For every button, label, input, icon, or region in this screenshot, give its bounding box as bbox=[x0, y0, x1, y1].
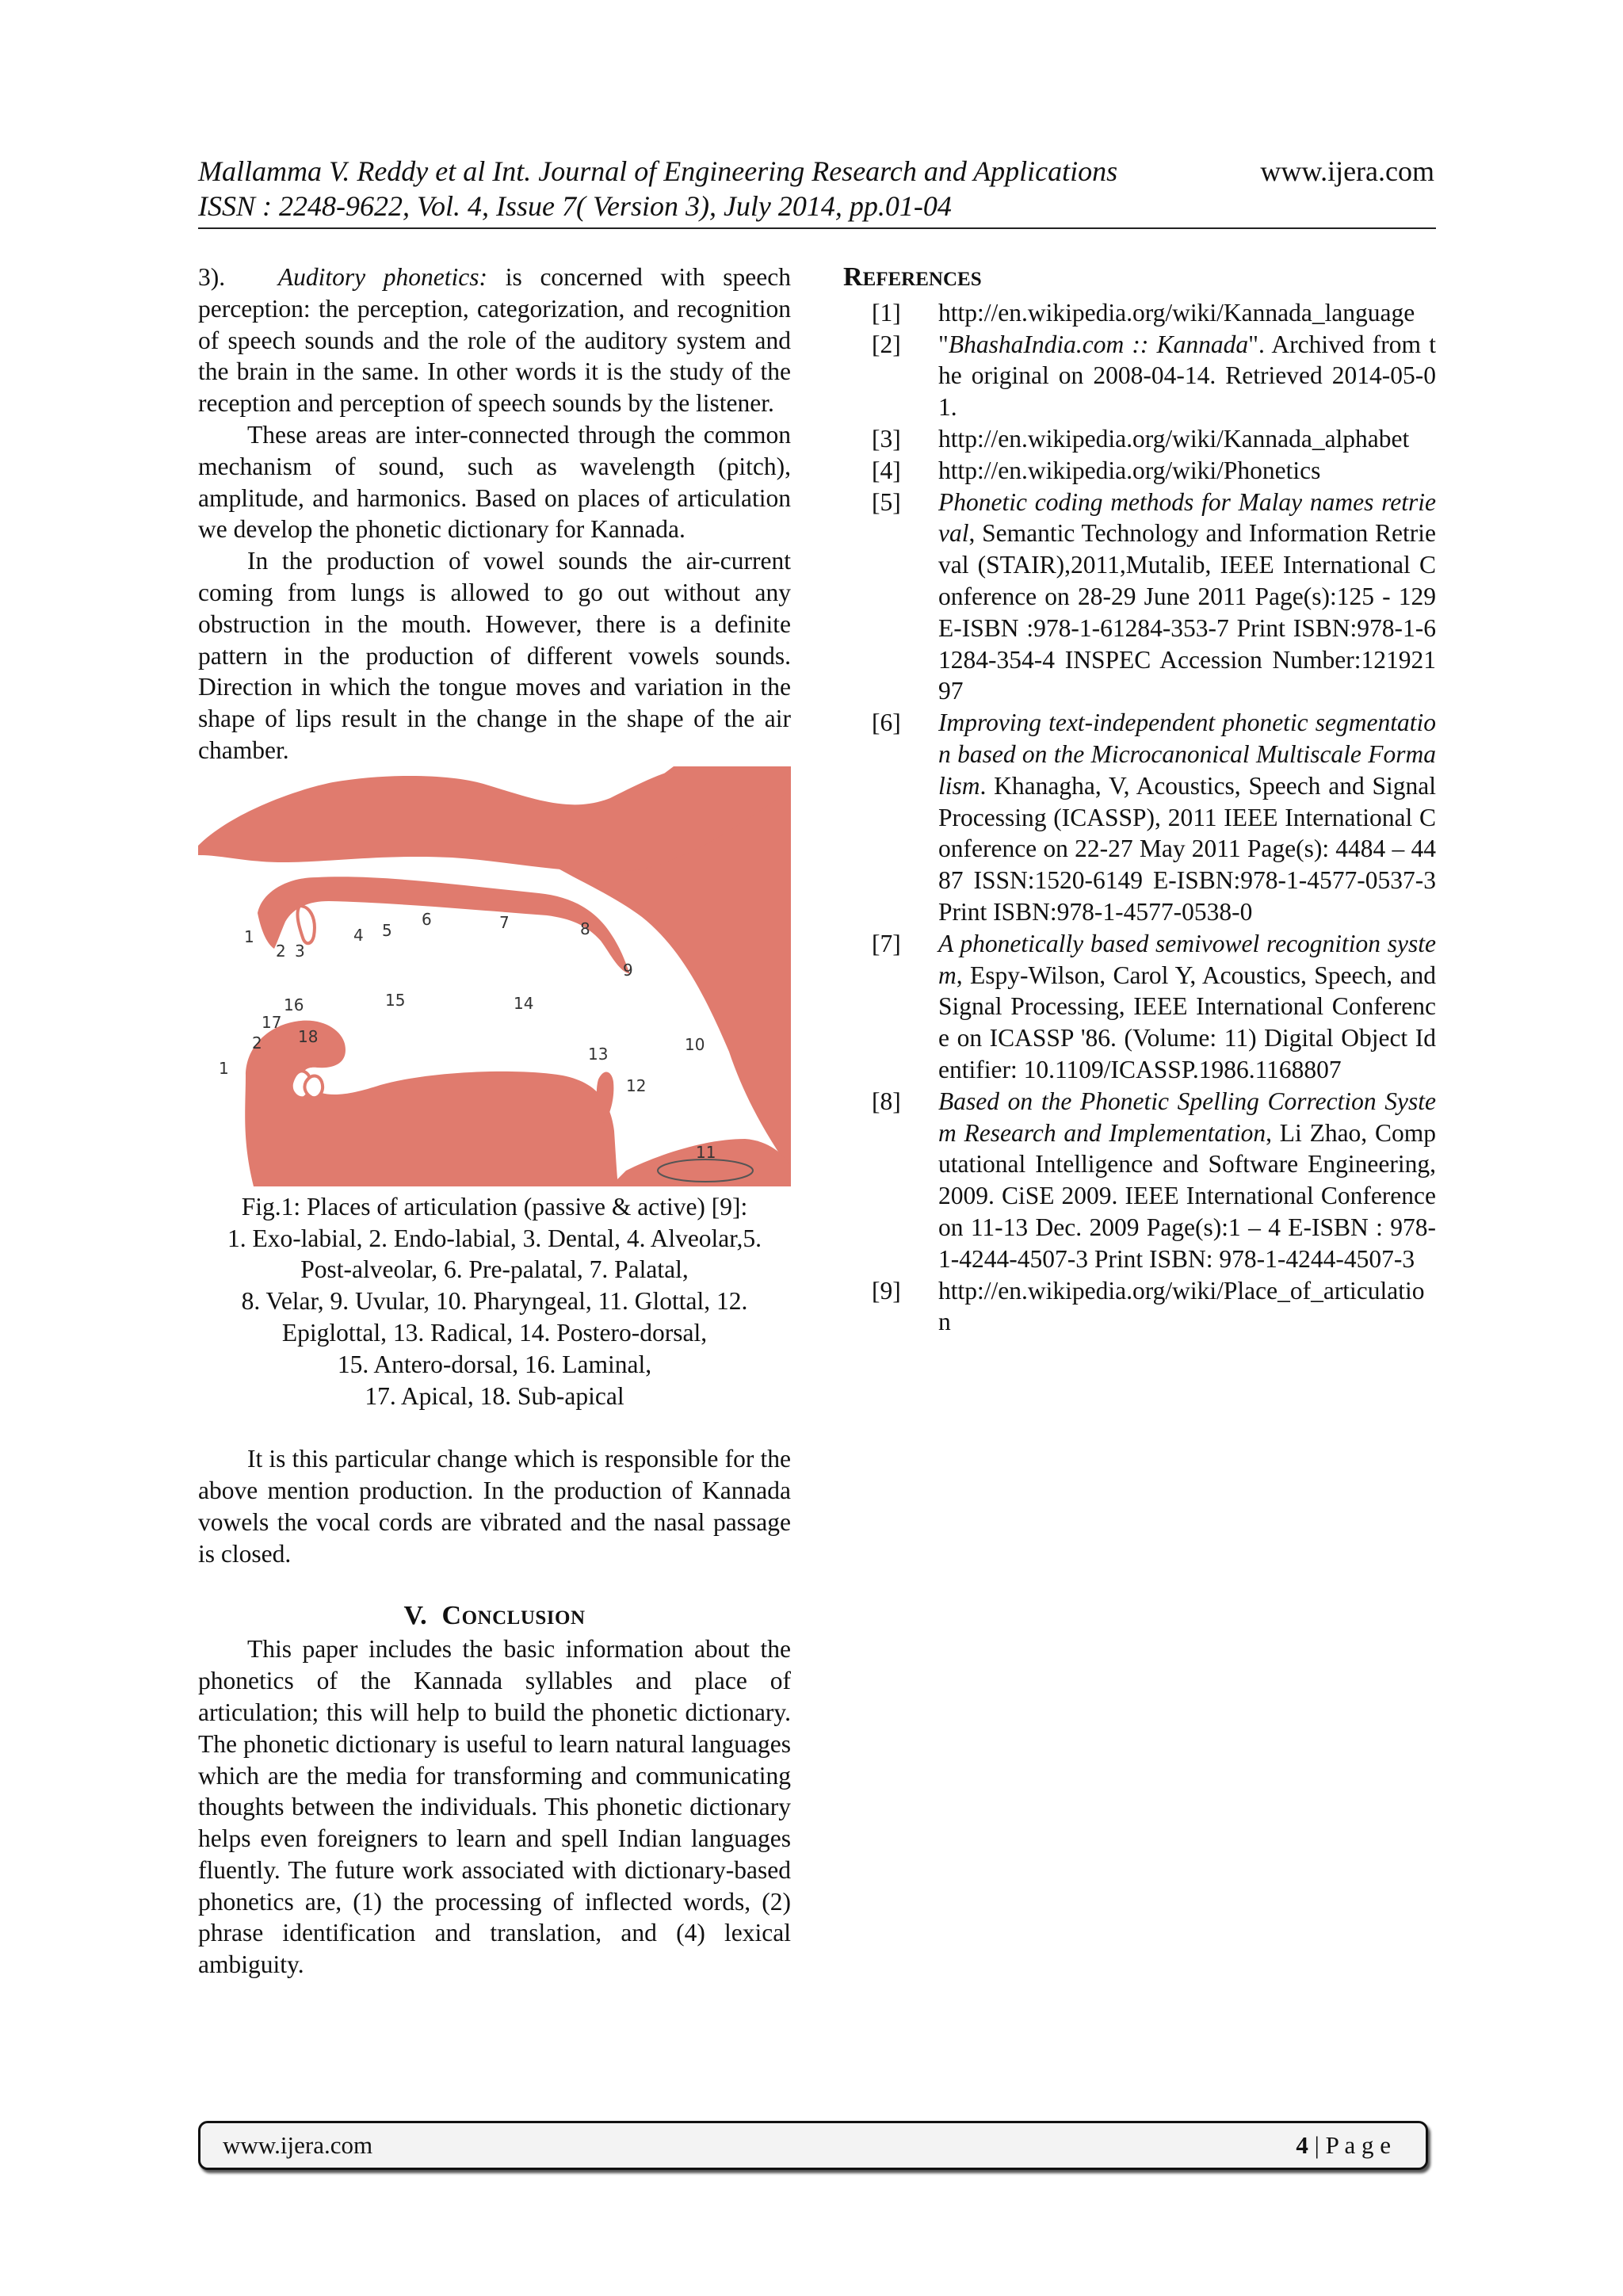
reference-text: Improving text-independent phonetic segmentation based on the Microcanonical Multiscale Formalism. Khanagha, V, Acoustics, Speech and Signal Processing (ICASSP), 2011 IEEE International Conference on 22-27 May 2011 Page(s): 4484 – 4487 ISSN:1520-6149 E-ISBN:978-1-4577-0537-3 Print ISBN:978-1-4577-0538-0 bbox=[938, 709, 1436, 926]
reference-number: [2] bbox=[872, 330, 901, 358]
reference-number: [8] bbox=[872, 1087, 901, 1115]
label-2-top: 2 bbox=[276, 941, 286, 961]
left-column bbox=[198, 262, 791, 1981]
reference-title: Based on the Phonetic Spelling Correction System Research and Implementation bbox=[938, 1087, 1436, 1147]
reference-text: http://en.wikipedia.org/wiki/Kannada_language bbox=[938, 298, 1415, 327]
issue-info: ISSN : 2248-9622, Vol. 4, Issue 7( Version 3), July 2014, pp.01-04 bbox=[198, 190, 952, 222]
paragraph-vowel-production: In the production of vowel sounds the air-current coming from lungs is allowed to go out without any obstruction in the mouth. However, there is a definite pattern in the production of different vowels sounds. Direction in which the tongue moves and variation in the shape of lips result in the change in the shape of the air chamber. bbox=[198, 547, 791, 764]
reference-number: [5] bbox=[872, 487, 901, 516]
label-17: 17 bbox=[262, 1012, 282, 1032]
caption-line-4: 8. Velar, 9. Uvular, 10. Pharyngeal, 11. Glottal, 12. bbox=[241, 1287, 748, 1316]
label-12: 12 bbox=[626, 1075, 647, 1095]
reference-number: [6] bbox=[872, 709, 901, 737]
reference-number: [1] bbox=[872, 298, 901, 327]
reference-item bbox=[843, 297, 1436, 329]
caption-line-2: 1. Exo-labial, 2. Endo-labial, 3. Dental, 4. Alveolar,5. bbox=[227, 1224, 762, 1252]
paragraph-interconnected: These areas are inter-connected through the common mechanism of sound, such as wavelength (pitch), amplitude, and harmonics. Based on places of articulation we develop the phonetic dictionary for Kannada. bbox=[198, 420, 791, 544]
reference-number: [7] bbox=[872, 929, 901, 957]
journal-title: Mallamma V. Reddy et al Int. Journal of Engineering Research and Applications bbox=[198, 155, 1118, 187]
reference-text: http://en.wikipedia.org/wiki/Kannada_alphabet bbox=[938, 424, 1410, 453]
label-13: 13 bbox=[588, 1044, 609, 1064]
label-10: 10 bbox=[685, 1034, 705, 1054]
term-auditory: Auditory phonetics: bbox=[277, 263, 488, 291]
label-18: 18 bbox=[298, 1026, 319, 1046]
label-11: 11 bbox=[696, 1142, 716, 1162]
reference-item bbox=[843, 1275, 1436, 1339]
reference-title: Phonetic coding methods for Malay names retrieval bbox=[938, 487, 1436, 548]
reference-item bbox=[843, 487, 1436, 708]
reference-title: Improving text-independent phonetic segmentation based on the Microcanonical Multiscale Formalism bbox=[938, 709, 1436, 800]
caption-line-7: 17. Apical, 18. Sub-apical bbox=[365, 1381, 624, 1410]
footer-website: www.ijera.com bbox=[223, 2131, 373, 2159]
caption-line-5: Epiglottal, 13. Radical, 14. Postero-dorsal, bbox=[281, 1318, 708, 1347]
reference-number: [4] bbox=[872, 456, 901, 484]
reference-item bbox=[843, 707, 1436, 928]
paragraph-conclusion: This paper includes the basic information about the phonetics of the Kannada syllables and place of articulation; this will help to build the phonetic dictionary. The phonetic dictionary is useful to learn natural languages which are the media for transforming and communicating thoughts between the individuals. This phonetic dictionary helps even foreigners to learn and spell Indian languages fluently. The future work associated with dictionary-based phonetics are, (1) the processing of inflected words, (2) phrase identification and translation, and (4) lexical ambiguity. bbox=[198, 1635, 791, 1979]
label-4-top: 4 bbox=[353, 925, 364, 945]
header-divider bbox=[198, 227, 1436, 229]
paragraph-vocal-cords: It is this particular change which is responsible for the above mention production. In the production of Kannada vowels the vocal cords are vibrated and the nasal passage is closed. bbox=[198, 1445, 791, 1568]
section-heading-conclusion: V. CONCLUSION bbox=[403, 1600, 586, 1630]
reference-text: http://en.wikipedia.org/wiki/Place_of_articulation bbox=[938, 1276, 1425, 1336]
label-5-top: 5 bbox=[382, 920, 392, 940]
page-header bbox=[198, 154, 1434, 223]
articulation-figure bbox=[198, 766, 791, 1186]
reference-item bbox=[843, 423, 1436, 455]
label-7-top: 7 bbox=[499, 912, 510, 932]
label-1-bottom: 1 bbox=[219, 1058, 229, 1078]
caption-line-1: Fig.1: Places of articulation (passive & active) [9]: bbox=[241, 1192, 748, 1221]
caption-line-3: Post-alveolar, 6. Pre-palatal, 7. Palatal, bbox=[300, 1255, 689, 1284]
reference-item bbox=[843, 329, 1436, 423]
reference-list bbox=[843, 297, 1436, 1338]
caption-line-6: 15. Antero-dorsal, 16. Laminal, bbox=[337, 1350, 652, 1378]
reference-text: "BhashaIndia.com :: Kannada". Archived from the original on 2008-04-14. Retrieved 2014-05-01. bbox=[938, 330, 1436, 422]
label-3-top: 3 bbox=[295, 941, 305, 961]
reference-item bbox=[843, 455, 1436, 487]
reference-title: A phonetically based semivowel recognition system bbox=[938, 929, 1436, 989]
page-footer bbox=[198, 2121, 1428, 2170]
label-16: 16 bbox=[284, 995, 304, 1014]
reference-text: http://en.wikipedia.org/wiki/Phonetics bbox=[938, 456, 1321, 484]
right-column bbox=[843, 262, 1436, 1338]
journal-website: www.ijera.com bbox=[1260, 155, 1434, 187]
label-6-top: 6 bbox=[422, 909, 432, 929]
reference-text: Phonetic coding methods for Malay names retrieval, Semantic Technology and Information Retrieval (STAIR),2011,Mutalib, IEEE International Conference on 28-29 June 2011 Page(s):125 - 129 E-ISBN :978-1-61284-353-7 Print ISBN:978-1-61284-354-4 INSPEC Accession Number:12192197 bbox=[938, 487, 1436, 705]
label-9-top: 9 bbox=[623, 960, 633, 980]
upper-tooth bbox=[297, 906, 314, 943]
paragraph-auditory: 3). Auditory phonetics: is concerned with speech perception: the perception, categorization, and recognition of speech sounds and the role of the auditory system and the brain in the same. In other words it is the study of the reception and perception of speech sounds by the listener. bbox=[198, 263, 791, 418]
figure-caption bbox=[198, 1191, 791, 1412]
label-14: 14 bbox=[514, 993, 534, 1013]
label-8-top: 8 bbox=[580, 919, 590, 938]
label-15: 15 bbox=[385, 990, 406, 1010]
label-2-bottom: 2 bbox=[252, 1033, 262, 1052]
reference-item bbox=[843, 928, 1436, 1086]
reference-item bbox=[843, 1086, 1436, 1275]
lower-tooth-2 bbox=[304, 1075, 323, 1098]
label-1-top: 1 bbox=[244, 926, 254, 946]
reference-title: BhashaIndia.com :: Kannada bbox=[948, 330, 1249, 358]
vocal-tract-diagram bbox=[198, 766, 791, 1186]
reference-text: A phonetically based semivowel recognition system, Espy-Wilson, Carol Y, Acoustics, Speech, and Signal Processing, IEEE International Conference on ICASSP '86. (Volume: 11) Digital Object Identifier: 10.1109/ICASSP.1986.1168807 bbox=[938, 929, 1436, 1083]
reference-number: [3] bbox=[872, 424, 901, 453]
references-heading: REFERENCES bbox=[843, 262, 982, 292]
page-number: 4 | P a g e bbox=[1296, 2131, 1391, 2159]
reference-text: Based on the Phonetic Spelling Correction System Research and Implementation, Li Zhao, Computational Intelligence and Software Engineering, 2009. CiSE 2009. IEEE International Conference on 11-13 Dec. 2009 Page(s):1 – 4 E-ISBN : 978-1-4244-4507-3 Print ISBN: 978-1-4244-4507-3 bbox=[938, 1087, 1436, 1273]
reference-number: [9] bbox=[872, 1276, 901, 1305]
